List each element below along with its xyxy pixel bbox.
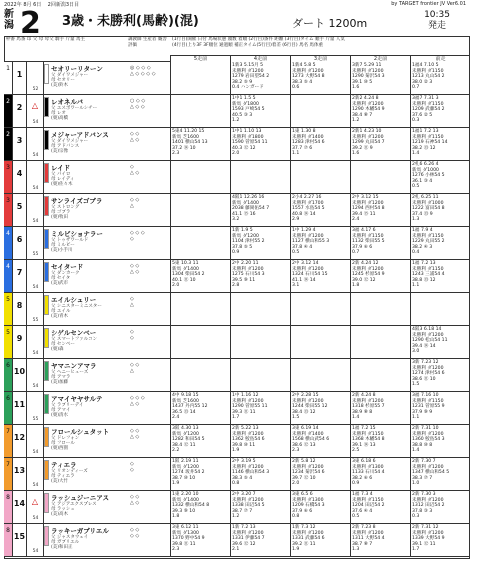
horse-name[interactable]: レイド (51, 164, 71, 172)
silk-color (44, 361, 49, 381)
horse-number: 3 (13, 128, 27, 160)
past-race-cell: 1新 7.3 12 未勝利 ダ1200 1331 武藤54 6 39.2 ⑪ 11 1.9 (290, 524, 350, 556)
carried-weight: 55 (32, 417, 39, 422)
past-race-cell: 2札6 6.26 4 新馬 ダ1000 1276 小林54 5 36.1 ③ 4 0.5 (410, 161, 470, 193)
past-race-cell: 3東 6.5 6 未勝利 ダ1300 1209 石橋54 3 37.9 ⑥ 6 0.8 (290, 491, 350, 523)
horse-info: 父 ヘニーヒューズ 母 アマラ (美)加藤 (51, 370, 89, 385)
past-race-cell: 1中 1.29 4 未勝利 ダ1200 1127 横山和55 3 37.8 ④ 4 0.5 (290, 227, 350, 259)
trainer-marks: ○ ◇ ◇ △ ◇ ◇ (130, 98, 146, 110)
carried-weight: 54 (32, 549, 39, 554)
horse-name[interactable]: セイタード (51, 263, 84, 271)
past-race-cell: 1中 1.16 12 未勝利 ダ1200 1290 菅原55 11 39.3 ⑪ 11 1.7 (230, 392, 290, 424)
past-race-cell: 4阪3 6.18 14 未勝利 ダ1200 1290 松山54 11 39.4 ⑭ 14 3.0 (410, 326, 470, 358)
prediction-mark: △ (27, 95, 44, 127)
past-race-cell: 4阪1 12.26 16 新馬 ダ1400 2038 藤岡佑54 7 41.1 ⑮ 16 3.2 (230, 194, 290, 226)
past-race-cell: 2小4 2.27 16 未勝利 ダ1700 1557 水島54 5 40.8 ⑭ 14 2.9 (290, 194, 350, 226)
past-race-cell (170, 359, 230, 391)
horse-name[interactable]: フロールシュタット (51, 428, 110, 436)
prev-race-header: 2走前 (350, 56, 410, 62)
silk-color (44, 394, 49, 414)
horse-name[interactable]: サンライズゴブラ (51, 197, 103, 205)
trainer-marks: ◇ ◇ △ ◇ (130, 494, 140, 506)
past-race-cell: 1新4 5.8 5 未勝利 ダ1200 1273 大野54 8 38.3 ⑤ 4 0.6 (290, 62, 350, 94)
past-race-cell: 2中 3.20 7 未勝利 ダ1200 1338 田辺54 5 38.7 ⑦ 7 1.2 (230, 491, 290, 523)
past-race-cell: 1福 7.9 4 未勝利 ダ1150 1229 丸田55 2 38.2 ④ 3 0.4 (410, 227, 470, 259)
horse-number: 11 (13, 392, 27, 424)
carried-weight: 52 (32, 87, 39, 92)
horse-row (4, 194, 470, 227)
silk-color (44, 460, 49, 480)
past-race-cell (170, 194, 230, 226)
horse-info: 父 リオンディーズ 母 ティエラ (美)大竹 (51, 469, 88, 484)
past-race-cell: 2札 6.25 11 未勝利 ダ1000 1222 富田54 8 37.4 ⑬ 9 1.3 (410, 194, 470, 226)
waku-number: 4 (4, 227, 13, 259)
horse-number: 8 (13, 293, 27, 325)
column-header-horse: 枠番 馬番 印 父 母 母父 騎手 斤量 馬主 (4, 36, 126, 62)
past-race-cell (230, 359, 290, 391)
past-race-cell: 2新 4.24 8 未勝利 ダ1200 1318 杉原55 7 38.9 ⑧ 8 1.4 (350, 392, 410, 424)
past-race-cell (170, 95, 230, 127)
past-race-cell: 3東 6.12 11 新馬 ダ1300 1370 野中54 9 39.8 ⑪ 11 2.3 (170, 524, 230, 556)
horse-name[interactable]: ティエラ (51, 461, 77, 469)
carried-weight: 54 (32, 219, 39, 224)
horse-name[interactable]: シゲルセンベー (51, 329, 97, 337)
waku-number: 6 (4, 359, 13, 391)
carried-weight: 54 (32, 516, 39, 521)
horse-info: 父 ストロング 母 ゴブラ (栗)牧田 (51, 205, 80, 220)
past-race-cell: 3福 7.16 10 未勝利 ダ1150 1231 菅原55 9 37.9 ⑨ 9 1.1 (410, 392, 470, 424)
horse-name[interactable]: メジャーアドバンス (51, 131, 109, 139)
horse-name[interactable]: ラッシュジーニアス (51, 494, 109, 502)
carried-weight: 54 (32, 483, 39, 488)
trainer-marks: ◇ ◇ (130, 329, 134, 341)
past-race-cell: 2中 3.19 5 未勝利 ダ1200 1146 横山和54 3 38.3 ⑤ 4 0.8 (230, 458, 290, 490)
past-race-cell: 2新 7.23 8 未勝利 ダ1200 1311 大野54 4 38.7 ⑧ 7 1.3 (350, 524, 410, 556)
horse-row (4, 392, 470, 425)
horse-name[interactable]: ヤマニンアマラ (51, 362, 97, 370)
past-race-cell (170, 326, 230, 358)
past-race-cell: 3阪 4.30 13 新馬 ダ1200 1282 和田54 5 38.4 ⑫ 11 2.2 (170, 425, 230, 457)
past-race-cell: 2中 3.12 14 未勝利 ダ1200 1324 石川54 15 41.1 ⑭ 14 3.1 (290, 260, 350, 292)
horse-number: 5 (13, 194, 27, 226)
past-race-cell: 3福7 7.31 3 未勝利 ダ1150 1209 武藤54 2 37.6 ② 5 0.3 (410, 95, 470, 127)
past-race-cell: 1阪 2.19 11 新馬 ダ1200 1274 坂井54 2 38.7 ⑩ 10 1.9 (170, 458, 230, 490)
horse-info: 父 アジアエクスプレス 母 ラッシュ (美)高木 (51, 502, 97, 517)
past-race-cell (170, 227, 230, 259)
past-race-cell: 4中 9.18 15 新馬 芝1600 1437 丹内55 12 36.5 ⑬ 14 2.4 (170, 392, 230, 424)
carried-weight: 54 (32, 450, 39, 455)
past-race-cell: 2新 7.31 12 未勝利 ダ1200 1339 大野54 9 39.1 ⑫ 11 1.7 (410, 524, 470, 556)
silk-color (44, 163, 49, 183)
past-race-cell (290, 359, 350, 391)
race-title: 3歳・未勝利(馬齢)(混) (62, 14, 199, 29)
past-race-cell: 1東 2.20 10 新馬 ダ1400 1332 横山和54 8 39.3 ⑨ 10 1.8 (170, 491, 230, 523)
horse-info: 父 シニスターミニスター 母 エイル (美)青木 (51, 304, 102, 319)
horse-row (4, 491, 470, 524)
horse-name[interactable]: セオリーリターン (51, 65, 103, 73)
horse-row (4, 161, 470, 194)
past-race-cell (230, 293, 290, 325)
past-race-cell: 1新 1.9 5 新馬 ダ1200 1104 津村55 2 37.8 ⑤ 5 0.9 (230, 227, 290, 259)
horse-number: 6 (13, 227, 27, 259)
race-number: 2 (20, 6, 41, 41)
horse-info: 父 スマートファルコン 母 センベー (栗)森 (51, 337, 98, 352)
past-race-cell (410, 293, 470, 325)
past-race-cell: 1福4 7.10 5 未勝利 ダ1150 1213 丸山54 2 38.0 ② 3 0.7 (410, 62, 470, 94)
past-race-cell: 1福 7.2 15 未勝利 ダ1150 1368 木幡54 8 39.1 ⑭ 13 2.5 (350, 425, 410, 457)
prediction-mark: △ (27, 491, 44, 523)
horse-row (4, 95, 470, 128)
waku-number: 3 (4, 161, 13, 193)
past-race-cell: 2新 7.30 3 未勝利 ダ1200 1312 田辺54 2 37.8 ③ 3 0.3 (410, 491, 470, 523)
horse-info: 父 ダイワメジャー 母 セオリー (美)鈴木 (51, 73, 89, 88)
horse-row (4, 62, 470, 95)
silk-color (44, 64, 49, 84)
trainer-marks: ◇ ◇ △ ◇ (130, 428, 140, 440)
waku-number: 2 (4, 95, 13, 127)
past-race-cell: 2新 7.31 10 未勝利 ダ1200 1360 鮫島54 3 38.8 ⑩ 8 1.4 (410, 425, 470, 457)
waku-number: 2 (4, 128, 13, 160)
trainer-marks: ◇ ◇ ◇ ◇ (130, 527, 140, 539)
past-race-cell (170, 161, 230, 193)
past-race-cell: 2新1 4.23 10 未勝利 ダ1200 1299 丸田54 7 39.2 ⑪ 9 1.6 (350, 128, 410, 160)
silk-color (44, 328, 49, 348)
carried-weight: 54 (32, 153, 39, 158)
prev-race-header: 4走前 (230, 56, 290, 62)
past-race-cell (230, 161, 290, 193)
past-race-cell: 2中 3.12 15 未勝利 ダ1200 1294 西村54 8 39.4 ⑮ 11 2.4 (350, 194, 410, 226)
waku-number: 5 (4, 326, 13, 358)
past-race-cell: 1福1 7.2 13 未勝利 ダ1150 1219 石神54 14 38.2 ⑬ 12 1.4 (410, 128, 470, 160)
trainer-marks: ◇ ◇ △ (130, 362, 140, 374)
past-race-cell: 1東 1.30 8 未勝利 ダ1400 1283 津村54 6 37.7 ⑦ 6 1.1 (290, 128, 350, 160)
horse-row (4, 359, 470, 392)
silk-color (44, 229, 49, 249)
past-race-cell: 3新 7.23 12 未勝利 ダ1200 1274 津村54 6 38.6 ⑪ 10 1.5 (410, 359, 470, 391)
trainer-marks: ◇ △ ◇ (130, 164, 140, 176)
silk-color (44, 196, 49, 216)
track-name: 新潟 (4, 9, 14, 31)
past-race-cell (290, 326, 350, 358)
past-race-cell: 3東 6.18 6 未勝利 ダ1300 1133 石川54 4 38.2 ⑥ 6 0.9 (350, 458, 410, 490)
past-race-cell (290, 293, 350, 325)
past-race-cell: 2中 2.20 11 未勝利 ダ1200 1275 石川54 3 39.5 ⑨ 11 2.8 (230, 260, 290, 292)
past-race-cell: 2新2 4.24 8 未勝利 ダ1200 1290 木幡54 9 38.4 ⑧ 7 1.2 (350, 95, 410, 127)
waku-number: 5 (4, 293, 13, 325)
past-race-cell (350, 293, 410, 325)
horse-name[interactable]: ラッキーガブリエル (51, 527, 109, 535)
past-race-cell (290, 161, 350, 193)
horse-info: 父 エスポワールシチー 母 レオ (栗)高橋 (51, 106, 98, 121)
horse-number: 9 (13, 326, 27, 358)
horse-number: 12 (13, 425, 27, 457)
horse-row (4, 524, 470, 557)
carried-weight: 54 (32, 384, 39, 389)
silk-color (44, 262, 49, 282)
horse-info: 父 パイロ 母 レイディ (栗)佐々木 (51, 172, 75, 187)
horse-number: 13 (13, 458, 27, 490)
silk-color (44, 97, 49, 117)
silk-color (44, 427, 49, 447)
waku-number: 8 (4, 491, 13, 523)
silk-color (44, 493, 49, 513)
waku-number: 6 (4, 392, 13, 424)
horse-name[interactable]: アマイヤヤサルテ (51, 395, 103, 403)
past-race-cell: 1福 7.2 13 未勝利 ダ1150 1243 三浦54 4 38.8 ⑬ 12 1.1 (410, 260, 470, 292)
column-header-trainer: 調教師 生産者 厩舎 評価 (126, 36, 170, 62)
horse-name[interactable]: ミルビショナラー (51, 230, 103, 238)
carried-weight: 54 (32, 120, 39, 125)
past-race-cell: 2新 5.8 12 未勝利 ダ1200 1234 菊沢54 6 39.7 ⑫ 10 2.0 (290, 458, 350, 490)
past-race-cell (350, 359, 410, 391)
software-label: by TARGET frontier JV Ver6.01 (391, 1, 466, 7)
past-race-cell: 3福 4.17 6 未勝利 ダ1150 1132 柴田55 5 37.9 ⑥ 6 0.7 (350, 227, 410, 259)
past-race-cell: 3東 6.19 14 未勝利 ダ1400 1568 横山武54 6 38.6 ⑫ 13 2.3 (290, 425, 350, 457)
horse-info: 父 トゥザワールド 母 ミルビー (美)小手川 (51, 238, 89, 253)
horse-row (4, 326, 470, 359)
silk-color (44, 130, 49, 150)
trainer-marks: ◇ ◇ (130, 461, 134, 473)
horse-info: 父 ダンカーク 母 セイタ (美)武市 (51, 271, 80, 286)
past-race-cell: 1福 7.3 4 未勝利 ダ1150 1204 田辺54 2 37.6 ④ 4 0.5 (350, 491, 410, 523)
past-race-cell: 1新 7.2 13 未勝利 ダ1200 1331 伊藤54 7 39.6 ⑫ 12 2.1 (230, 524, 290, 556)
prev-race-header: 3走前 (290, 56, 350, 62)
waku-number: 7 (4, 458, 13, 490)
past-race-cell: 5東4 11.20 15 新馬 芝1600 1401 横山54 13 37.2 ⑭ 10 2.3 (170, 128, 230, 160)
horse-number: 1 (13, 62, 27, 94)
column-header-races: (1行目)開催 日付 馬場状態 頭数 着順 (2行目)条件 距離 (3行目)タイム 順手 斤量 人気 (4行目)上り3F 3F順位 通過順 補正タイム(5行目)着差 (6行目) 馬名 馬体重 5走前 4走前 3走前 2走前 前走 (170, 36, 470, 62)
past-race-cell (170, 293, 230, 325)
horse-info: 父 ラブリーデイ 母 アマイ (栗)清水 (51, 403, 84, 418)
past-race-cell: 2中 2.28 15 未勝利 ダ1200 1244 柴田55 12 38.4 ⑬ 12 1.5 (290, 392, 350, 424)
prev-race-header: 5走前 (170, 56, 230, 62)
past-race-cell: 1中1 1.10 13 未勝利 ダ1800 1590 菅原54 11 40.3 ⑫ 12 2.0 (230, 128, 290, 160)
trainer-marks: ◇ ◇ △ ◇ (130, 131, 140, 143)
horse-number: 10 (13, 359, 27, 391)
trainer-marks: ◇ ◇ △ ◇ (130, 263, 140, 275)
horse-row (4, 128, 470, 161)
horse-row (4, 293, 470, 326)
past-race-cell (350, 326, 410, 358)
horse-row (4, 425, 470, 458)
race-date: 2022年 8月 6日 2回新潟3日目 (4, 2, 80, 8)
trainer-marks: ◎ ◇ ◇ ◇ △ ◇ ◇ ◇ ◇ (130, 65, 156, 77)
past-race-cell: 2新 5.22 13 未勝利 ダ1200 1362 鮫島54 6 39.8 ⑩ 11 1.9 (230, 425, 290, 457)
prev-race-headers (170, 55, 470, 62)
past-race-cell: 5東 10.3 11 新馬 ダ1400 1304 柴田54 2 40.1 ⑪ 10 2.0 (170, 260, 230, 292)
past-race-cell (290, 95, 350, 127)
past-race-cell: 1新3 5.15月 5 未勝利 ダ1200 1279 岩田望54 2 38.2 ⑤ 9 0.4 ハンガード (230, 62, 290, 94)
horse-row (4, 260, 470, 293)
waku-number: 8 (4, 524, 13, 556)
waku-number: 4 (4, 260, 13, 292)
trainer-marks: ◇ ◇ ◇ △ ◇ (130, 395, 145, 407)
trainer-marks: ◇ △ (130, 296, 134, 308)
horse-info: 父 ジャスタウェイ 母 ガブリエル (美)和田正 (51, 535, 89, 550)
carried-weight: 55 (32, 252, 39, 257)
race-surface: ダート 1200m (292, 17, 368, 30)
horse-number: 14 (13, 491, 27, 523)
waku-number: 7 (4, 425, 13, 457)
trainer-marks: ◇ ◇ △ (130, 197, 140, 209)
past-race-cell: 1中1 1.5 5 新馬 ダ1800 1593 戸崎54 5 40.5 ③ 3 1.2 (230, 95, 290, 127)
past-race-cell (230, 326, 290, 358)
horse-number: 7 (13, 260, 27, 292)
past-race-cell: 2新 7.30 7 未勝利 ダ1200 1347 横山和54 5 38.3 ⑦ 7 1.0 (410, 458, 470, 490)
past-race-cell: 2新 4.24 12 未勝利 ダ1200 1245 杉原54 9 39.0 ⑫ 12 1.8 (350, 260, 410, 292)
carried-weight: 55 (32, 318, 39, 323)
waku-number: 1 (4, 62, 13, 94)
past-race-cell (170, 62, 230, 94)
silk-color (44, 526, 49, 546)
prev-race-header: 前走 (410, 56, 470, 62)
horse-number: 15 (13, 524, 27, 556)
trainer-marks: ◇ ◇ ◇ ◇ (130, 230, 145, 242)
horse-row (4, 227, 470, 260)
horse-info: 父 ドレフォン 母 フロール (栗)西園 (51, 436, 80, 451)
horse-number: 4 (13, 161, 27, 193)
horse-row (4, 458, 470, 491)
horse-number: 2 (13, 95, 27, 127)
horse-info: 父 ダイワメジャー 母 アドバンス (美)宗像 (51, 139, 89, 154)
horse-name[interactable]: エイルシュリー (51, 296, 97, 304)
post-time: 10:35 発走 (424, 10, 450, 31)
past-race-cell (350, 161, 410, 193)
carried-weight: 54 (32, 186, 39, 191)
horse-name[interactable]: レオネルバ (51, 98, 83, 106)
carried-weight: 54 (32, 351, 39, 356)
carried-weight: 54 (32, 285, 39, 290)
silk-color (44, 295, 49, 315)
past-race-cell: 3新7 5.29 11 未勝利 ダ1200 1290 菊沢54 3 39.1 ⑩ 5 1.6 (350, 62, 410, 94)
waku-number: 3 (4, 194, 13, 226)
